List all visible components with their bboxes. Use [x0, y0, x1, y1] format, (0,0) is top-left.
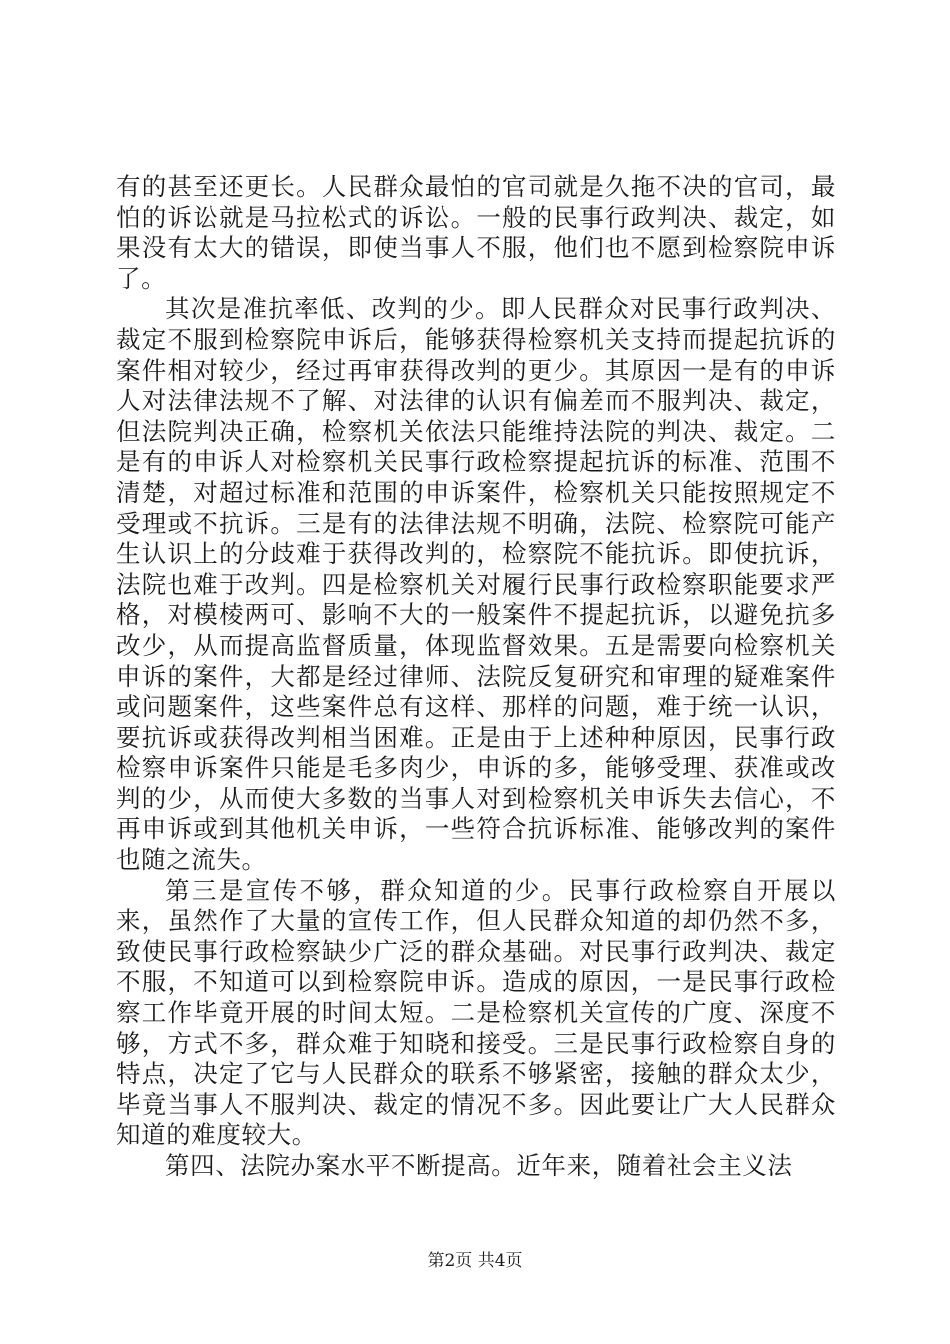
paragraph-2: 其次是准抗率低、改判的少。即人民群众对民事行政判决、裁定不服到检察院申诉后，能够获得检察机关支持而提起抗诉的案件相对较少，经过再审获得改判的更少。其原因一是有的申诉人对法律法规不了解、对法律的认识有偏差而不服判决、裁定，但法院判决正确，检察机关依法只能维持法院的判决、裁定。二是有的申诉人对检察机关民事行政检察提起抗诉的标准、范围不清楚，对超过标准和范围的申诉案件，检察机关只能按照规定不受理或不抗诉。三是有的法律法规不明确，法院、检察院可能产生认识上的分歧难于获得改判的，检察院不能抗诉。即使抗诉，法院也难于改判。四是检察机关对履行民事行政检察职能要求严格，对模棱两可、影响不大的一般案件不提起抗诉，以避免抗多改少，从而提高监督质量，体现监督效果。五是需要向检察机关申诉的案件，大都是经过律师、法院反复研究和审理的疑难案件或问题案件，这些案件总有这样、那样的问题，难于统一认识，要抗诉或获得改判相当困难。正是由于上述种种原因，民事行政检察申诉案件只能是毛多肉少，申诉的多，能够受理、获准或改判的少，从而使大多数的当事人对到检察机关申诉失去信心，不再申诉或到其他机关申诉，一些符合抗诉标准、能够改判的案件也随之流失。: [116, 294, 836, 875]
document-body: [116, 172, 836, 1182]
paragraph-4: 第四、法院办案水平不断提高。近年来，随着社会主义法: [165, 1151, 793, 1180]
page-number-footer: 第2页 共4页: [427, 1251, 523, 1271]
paragraph-1: 有的甚至还更长。人民群众最怕的官司就是久拖不决的官司，最怕的诉讼就是马拉松式的诉讼。一般的民事行政判决、裁定，如果没有太大的错误，即使当事人不服，他们也不愿到检察院申诉了。: [116, 172, 836, 293]
paragraph-3: 第三是宣传不够，群众知道的少。民事行政检察自开展以来，虽然作了大量的宣传工作，但人民群众知道的却仍然不多，致使民事行政检察缺少广泛的群众基础。对民事行政判决、裁定不服，不知道可以到检察院申诉。造成的原因，一是民事行政检察工作毕竟开展的时间太短。二是检察机关宣传的广度、深度不够，方式不多，群众难于知晓和接受。三是民事行政检察自身的特点，决定了它与人民群众的联系不够紧密，接触的群众太少，毕竟当事人不服判决、裁定的情况不多。因此要让广大人民群众知道的难度较大。: [116, 875, 836, 1150]
